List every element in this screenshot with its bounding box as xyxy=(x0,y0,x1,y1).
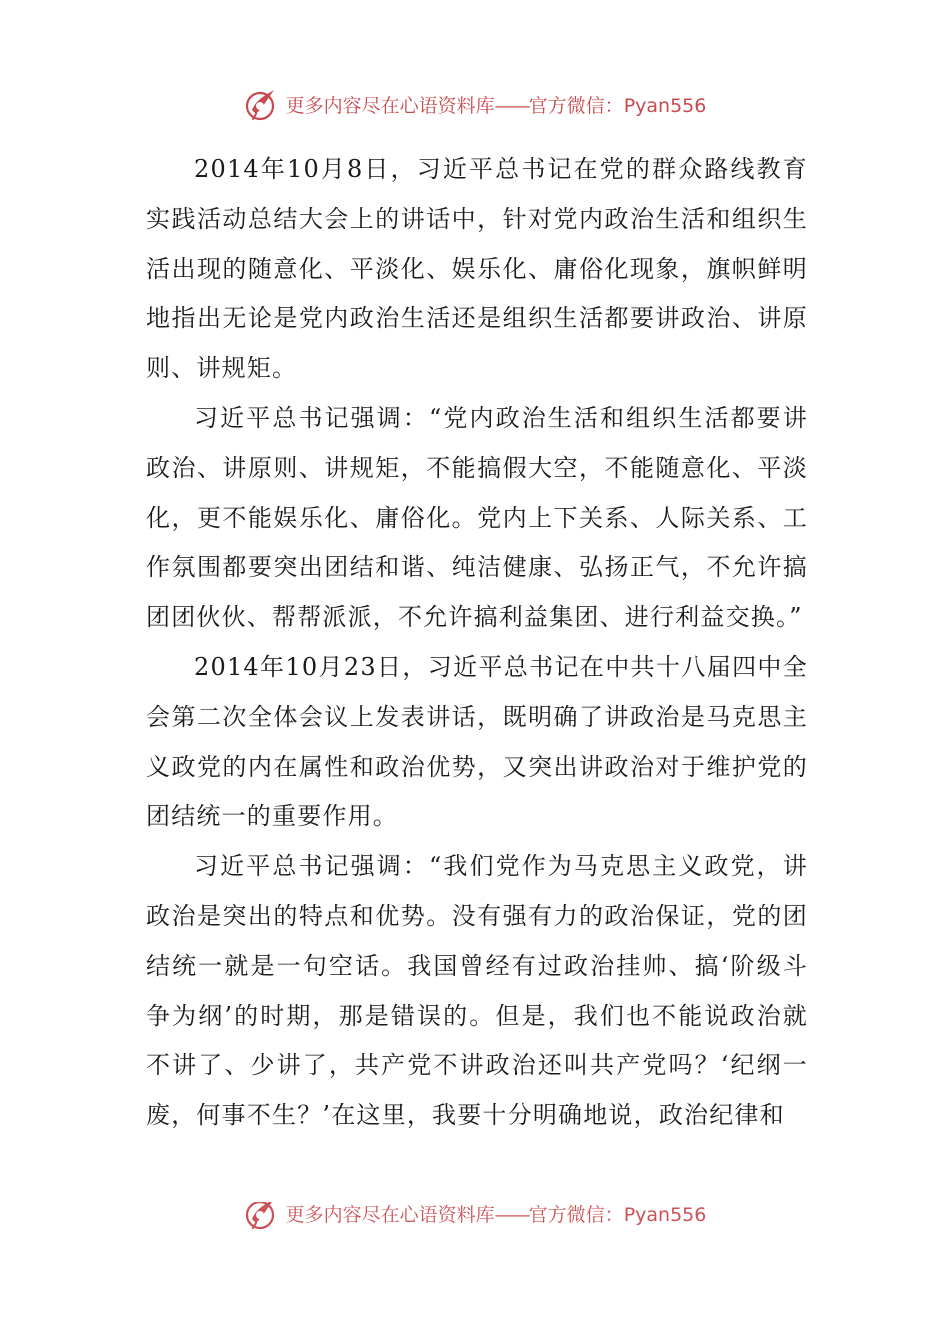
header-separator: —— xyxy=(494,94,529,117)
header-library-text: 更多内容尽在心语资料库 xyxy=(285,94,495,117)
paragraph-3: 2014年10月23日，习近平总书记在中共十八届四中全会第二次全体会议上发表讲话，既明确了讲政治是马克思主义政党的内在属性和政治优势，又突出讲政治对于维护党的团结统一的重要作用。 xyxy=(146,652,808,831)
footer-separator: —— xyxy=(494,1203,529,1226)
header-banner xyxy=(0,84,950,124)
paragraph-1: 2014年10月8日，习近平总书记在党的群众路线教育实践活动总结大会上的讲话中，针对党内政治生活和组织生活出现的随意化、平淡化、娱乐化、庸俗化现象，旗帜鲜明地指出无论是党内政治生活还是组织生活都要讲政治、讲原则、讲规矩。 xyxy=(146,155,808,383)
footer-wechat-id: Pyan556 xyxy=(623,1203,707,1226)
footer-library-text: 更多内容尽在心语资料库 xyxy=(285,1203,495,1226)
header-wechat-id: Pyan556 xyxy=(623,94,707,117)
footer-wechat-label: 官方微信： xyxy=(528,1203,624,1226)
footer-banner-text xyxy=(286,1202,707,1227)
header-wechat-label: 官方微信： xyxy=(528,94,624,117)
header-banner-text xyxy=(286,91,707,118)
pen-logo-icon xyxy=(244,86,280,122)
document-body xyxy=(146,145,808,1141)
paragraph-2: 习近平总书记强调：“党内政治生活和组织生活都要讲政治、讲原则、讲规矩，不能搞假大空，不能随意化、平淡化，更不能娱乐化、庸俗化。党内上下关系、人际关系、工作氛围都要突出团结和谐、纯洁健康、弘扬正气，不允许搞团团伙伙、帮帮派派，不允许搞利益集团、进行利益交换。” xyxy=(146,403,808,632)
footer-banner xyxy=(0,1202,950,1238)
paragraph-4: 习近平总书记强调：“我们党作为马克思主义政党，讲政治是突出的特点和优势。没有强有力的政治保证，党的团结统一就是一句空话。我国曾经有过政治挂帅、搞‘阶级斗争为纲’的时期，那是错误的。但是，我们也不能说政治就不讲了、少讲了，共产党不讲政治还叫共产党吗？‘纪纲一废，何事不生？’在这里，我要十分明确地说，政治纪律和 xyxy=(146,852,808,1130)
pen-logo-icon xyxy=(244,1202,280,1231)
